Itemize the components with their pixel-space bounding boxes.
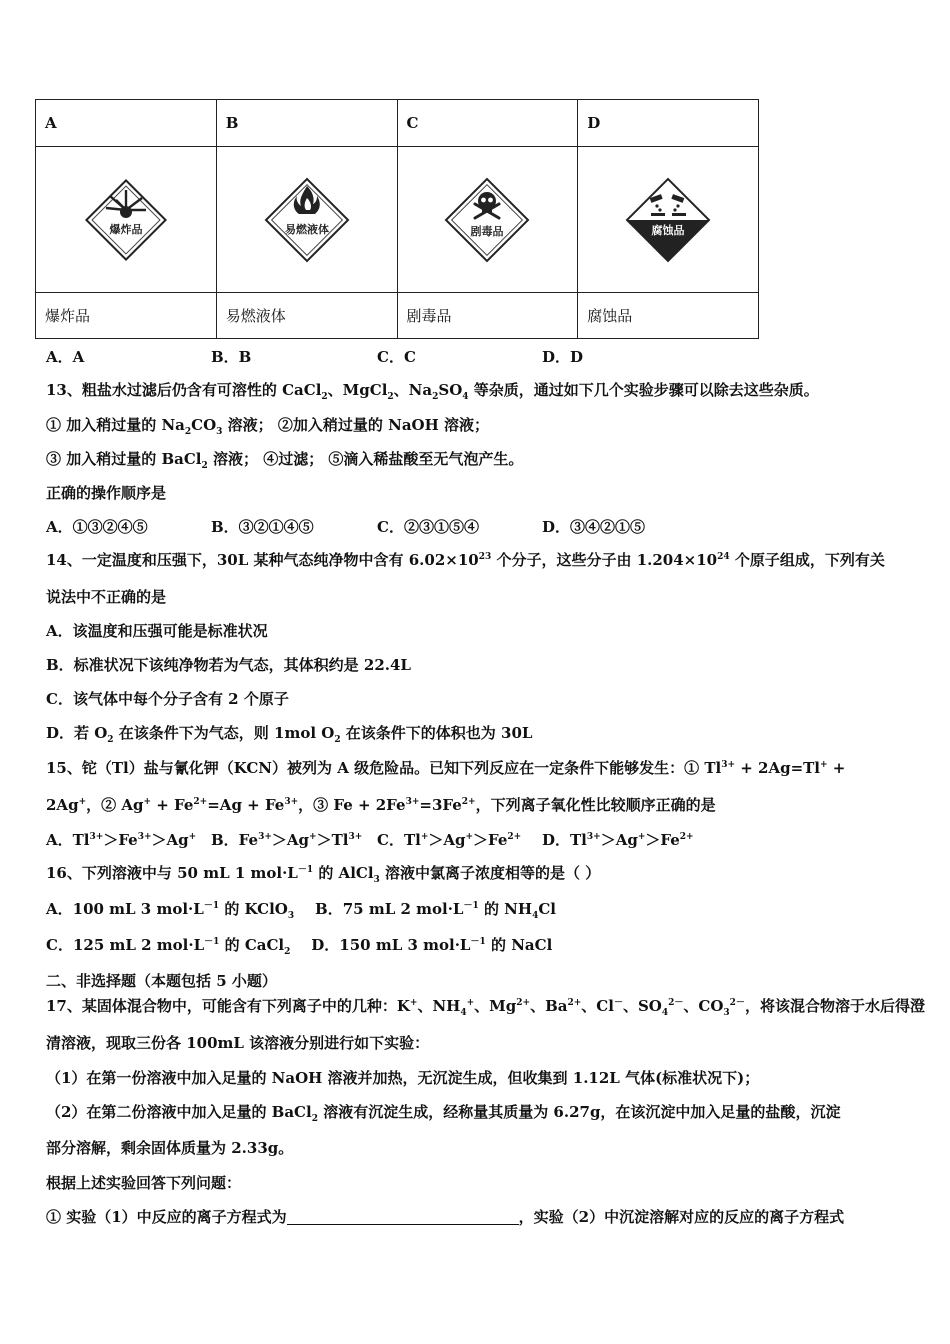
q12-option-d: D．D <box>542 348 584 366</box>
q13-stem: 13、粗盐水过滤后仍含有可溶性的 CaCl$_2$、MgCl$_2$、$Na_2SO_4$ 等杂质，通过如下几个实验步骤可以除去这些杂质。 <box>46 381 819 402</box>
q15-option-b: B．$Fe^{3+}>Ag^+>Tl^{3+}$ <box>211 831 363 849</box>
q12-option-c: C．C <box>377 348 416 366</box>
corrosive-sign-text: 腐蚀品 <box>651 223 685 237</box>
q12-option-a: A．A <box>46 348 85 366</box>
q16-options-cd: C．125 mL 2 $mol\cdot L^{-1}$ 的 CaCl$_2$ D．150 mL 3 $mol\cdot L^{-1}$ 的 NaCl <box>46 936 553 957</box>
q17-stem-line2: 清溶液，现取三份各 100mL 该溶液分别进行如下实验： <box>46 1034 430 1052</box>
q17-stem: 17、某固体混合物中，可能含有下列离子中的几种：K+、$NH_4^+$、$Mg^{2+}$、$Ba^{2+}$、Cl－、$SO_4^{2-}$、$CO_3^{2-}$，将该混合物溶于水后得澄 <box>46 997 925 1018</box>
q12-option-b: B．B <box>211 348 252 366</box>
cell-toxic-sign <box>397 147 578 293</box>
q15-option-c: C．$Tl^+>Ag^+>Fe^{2+}$ <box>377 831 522 849</box>
col-header-b: B <box>216 100 397 147</box>
col-header-c: C <box>397 100 578 147</box>
cell-corrosive-sign <box>578 147 759 293</box>
q14-option-c: C．该气体中每个分子含有 2 个原子 <box>46 690 289 708</box>
q13-steps-line1: ① 加入稍过量的 $Na_2CO_3$ 溶液； ②加入稍过量的 NaOH 溶液； <box>46 416 489 437</box>
q17-subquestion-1: ① 实验（1）中反应的离子方程式为 ，实验（2）中沉淀溶解对应的反应的离子方程式 <box>46 1208 845 1226</box>
col-header-a: A <box>36 100 217 147</box>
q15-option-d: D．$Tl^{3+}>Ag^+>Fe^{2+}$ <box>542 831 694 849</box>
q13-option-b: B．③②①④⑤ <box>211 518 314 536</box>
cell-explosive-sign <box>36 147 217 293</box>
q13-option-c: C．②③①⑤④ <box>377 518 479 536</box>
explosive-sign-icon <box>80 174 172 266</box>
answer-blank[interactable] <box>287 1208 519 1225</box>
q15-option-a: A．$Tl^{3+}>Fe^{3+}>Ag^+$ <box>46 831 197 849</box>
table-header-row <box>36 100 759 147</box>
q13-ask: 正确的操作顺序是 <box>46 484 167 502</box>
q15-stem: 15、铊（Tl）盐与氰化钾（KCN）被列为 A 级危险品。已知下列反应在一定条件下能够发生：① $Tl^{3+} + 2Ag=Tl^+$ + <box>46 759 846 777</box>
q14-option-b: B．标准状况下该纯净物若为气态，其体积约是 22.4L <box>46 656 411 674</box>
flammable-sign-text: 易燃液体 <box>284 222 329 236</box>
q13-option-d: D．③④②①⑤ <box>542 518 646 536</box>
flame-sign-icon <box>259 172 355 268</box>
explosive-sign-text: 爆炸品 <box>109 222 143 236</box>
table-label-row <box>36 293 759 339</box>
label-d: 腐蚀品 <box>578 293 759 339</box>
q17-experiment-2-cont: 部分溶解，剩余固体质量为 2.33g。 <box>46 1139 294 1157</box>
label-a: 爆炸品 <box>36 293 217 339</box>
corrosive-sign-icon <box>620 172 716 268</box>
q17-experiment-2: （2）在第二份溶液中加入足量的 BaCl$_2$ 溶液有沉淀生成，经称量其质量为 6.27g，在该沉淀中加入足量的盐酸，沉淀 <box>46 1103 841 1124</box>
q14-option-d: D．若 $O_2$ 在该条件下为气态，则 1mol $O_2$ 在该条件下的体积也为 30L <box>46 724 533 745</box>
q16-stem: 16、下列溶液中与 50 mL 1 $mol\cdot L^{-1}$ 的 AlCl$_3$ 溶液中氯离子浓度相等的是（ ） <box>46 864 601 885</box>
q15-stem-line2: 2Ag+，② $Ag^+ + Fe^{2+}=Ag + Fe^{3+}$，③ $Fe + 2Fe^{3+}=3Fe^{2+}$，下列离子氧化性比较顺序正确的是 <box>46 796 716 814</box>
q17-ask: 根据上述实验回答下列问题： <box>46 1174 242 1192</box>
label-b: 易燃液体 <box>216 293 397 339</box>
q14-stem: 14、一定温度和压强下，30L 某种气态纯净物中含有 $6.02\times 10^{23}$ 个分子，这些分子由 $1.204\times 10^{24}$ 个原子组成，下列有关 <box>46 551 885 569</box>
col-header-d: D <box>578 100 759 147</box>
q14-option-a: A．该温度和压强可能是标准状况 <box>46 622 268 640</box>
q17-experiment-1: （1）在第一份溶液中加入足量的 NaOH 溶液并加热，无沉淀生成，但收集到 1.12L 气体(标准状况下)； <box>46 1069 760 1087</box>
toxic-sign-text: 剧毒品 <box>470 224 504 238</box>
q13-option-a: A．①③②④⑤ <box>46 518 148 536</box>
q14-stem-line2: 说法中不正确的是 <box>46 588 167 606</box>
label-c: 剧毒品 <box>397 293 578 339</box>
table-image-row <box>36 147 759 293</box>
hazard-sign-table <box>35 99 759 339</box>
q13-steps-line2: ③ 加入稍过量的 BaCl$_2$ 溶液； ④过滤； ⑤滴入稀盐酸至无气泡产生。 <box>46 450 524 471</box>
section-title: 二、非选择题（本题包括 5 小题） <box>46 972 277 990</box>
cell-flammable-sign <box>216 147 397 293</box>
q16-options-ab: A．100 mL 3 $mol\cdot L^{-1}$ 的 KClO$_3$ B．75 mL 2 $mol\cdot L^{-1}$ 的 $NH_4Cl$ <box>46 900 556 921</box>
skull-sign-icon <box>439 172 535 268</box>
